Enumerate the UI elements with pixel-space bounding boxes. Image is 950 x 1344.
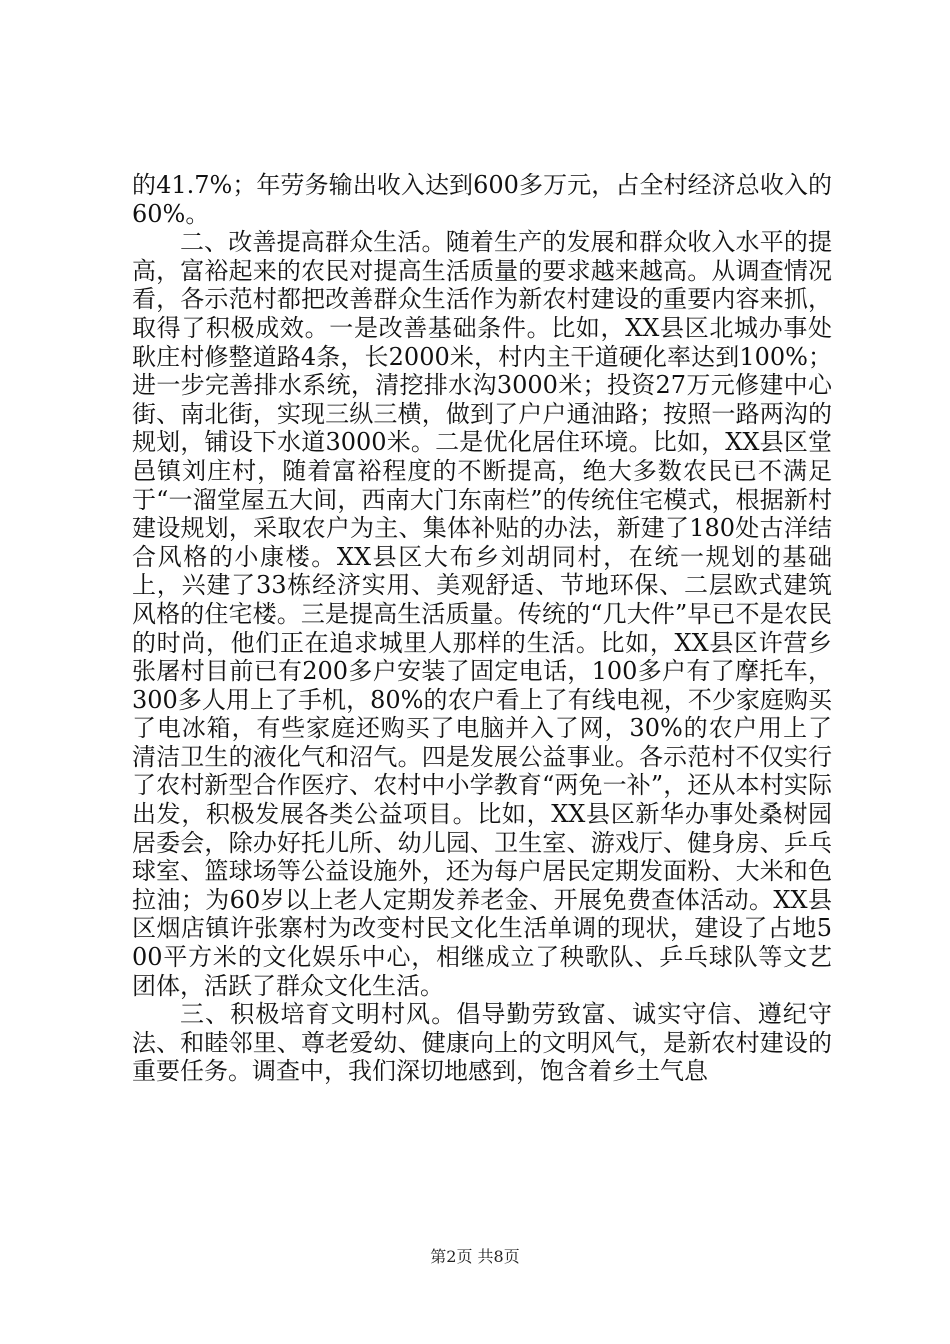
- paragraph-continuation: 的41.7%；年劳务输出收入达到600多万元，占全村经济总收入的60%。: [132, 171, 832, 228]
- paragraph-section-three: 三、积极培育文明村风。倡导勤劳致富、诚实守信、遵纪守法、和睦邻里、尊老爱幼、健康向上的文明风气，是新农村建设的重要任务。调查中，我们深切地感到，饱含着乡土气息: [132, 1000, 832, 1086]
- document-body: [132, 171, 832, 1086]
- paragraph-section-two: 二、改善提高群众生活。随着生产的发展和群众收入水平的提高，富裕起来的农民对提高生活质量的要求越来越高。从调查情况看，各示范村都把改善群众生活作为新农村建设的重要内容来抓，取得了积极成效。一是改善基础条件。比如，XX县区北城办事处耿庄村修整道路4条，长2000米，村内主干道硬化率达到100%；进一步完善排水系统，清挖排水沟3000米；投资27万元修建中心街、南北街，实现三纵三横，做到了户户通油路；按照一路两沟的规划，铺设下水道3000米。二是优化居住环境。比如，XX县区堂邑镇刘庄村，随着富裕程度的不断提高，绝大多数农民已不满足于“一溜堂屋五大间，西南大门东南栏”的传统住宅模式，根据新村建设规划，采取农户为主、集体补贴的办法，新建了180处古洋结合风格的小康楼。XX县区大布乡刘胡同村，在统一规划的基础上，兴建了33栋经济实用、美观舒适、节地环保、二层欧式建筑风格的住宅楼。三是提高生活质量。传统的“几大件”早已不是农民的时尚，他们正在追求城里人那样的生活。比如，XX县区许营乡张屠村目前已有200多户安装了固定电话，100多户有了摩托车，300多人用上了手机，80%的农户看上了有线电视，不少家庭购买了电冰箱，有些家庭还购买了电脑并入了网，30%的农户用上了清洁卫生的液化气和沼气。四是发展公益事业。各示范村不仅实行了农村新型合作医疗、农村中小学教育“两免一补”，还从本村实际出发，积极发展各类公益项目。比如，XX县区新华办事处桑树园居委会，除办好托儿所、幼儿园、卫生室、游戏厅、健身房、乒乓球室、篮球场等公益设施外，还为每户居民定期发面粉、大米和色拉油；为60岁以上老人定期发养老金、开展免费查体活动。XX县区烟店镇许张寨村为改变村民文化生活单调的现状，建设了占地500平方米的文化娱乐中心，相继成立了秧歌队、乒乓球队等文艺团体，活跃了群众文化生活。: [132, 228, 832, 1000]
- page-footer: 第2页 共8页: [430, 1247, 520, 1266]
